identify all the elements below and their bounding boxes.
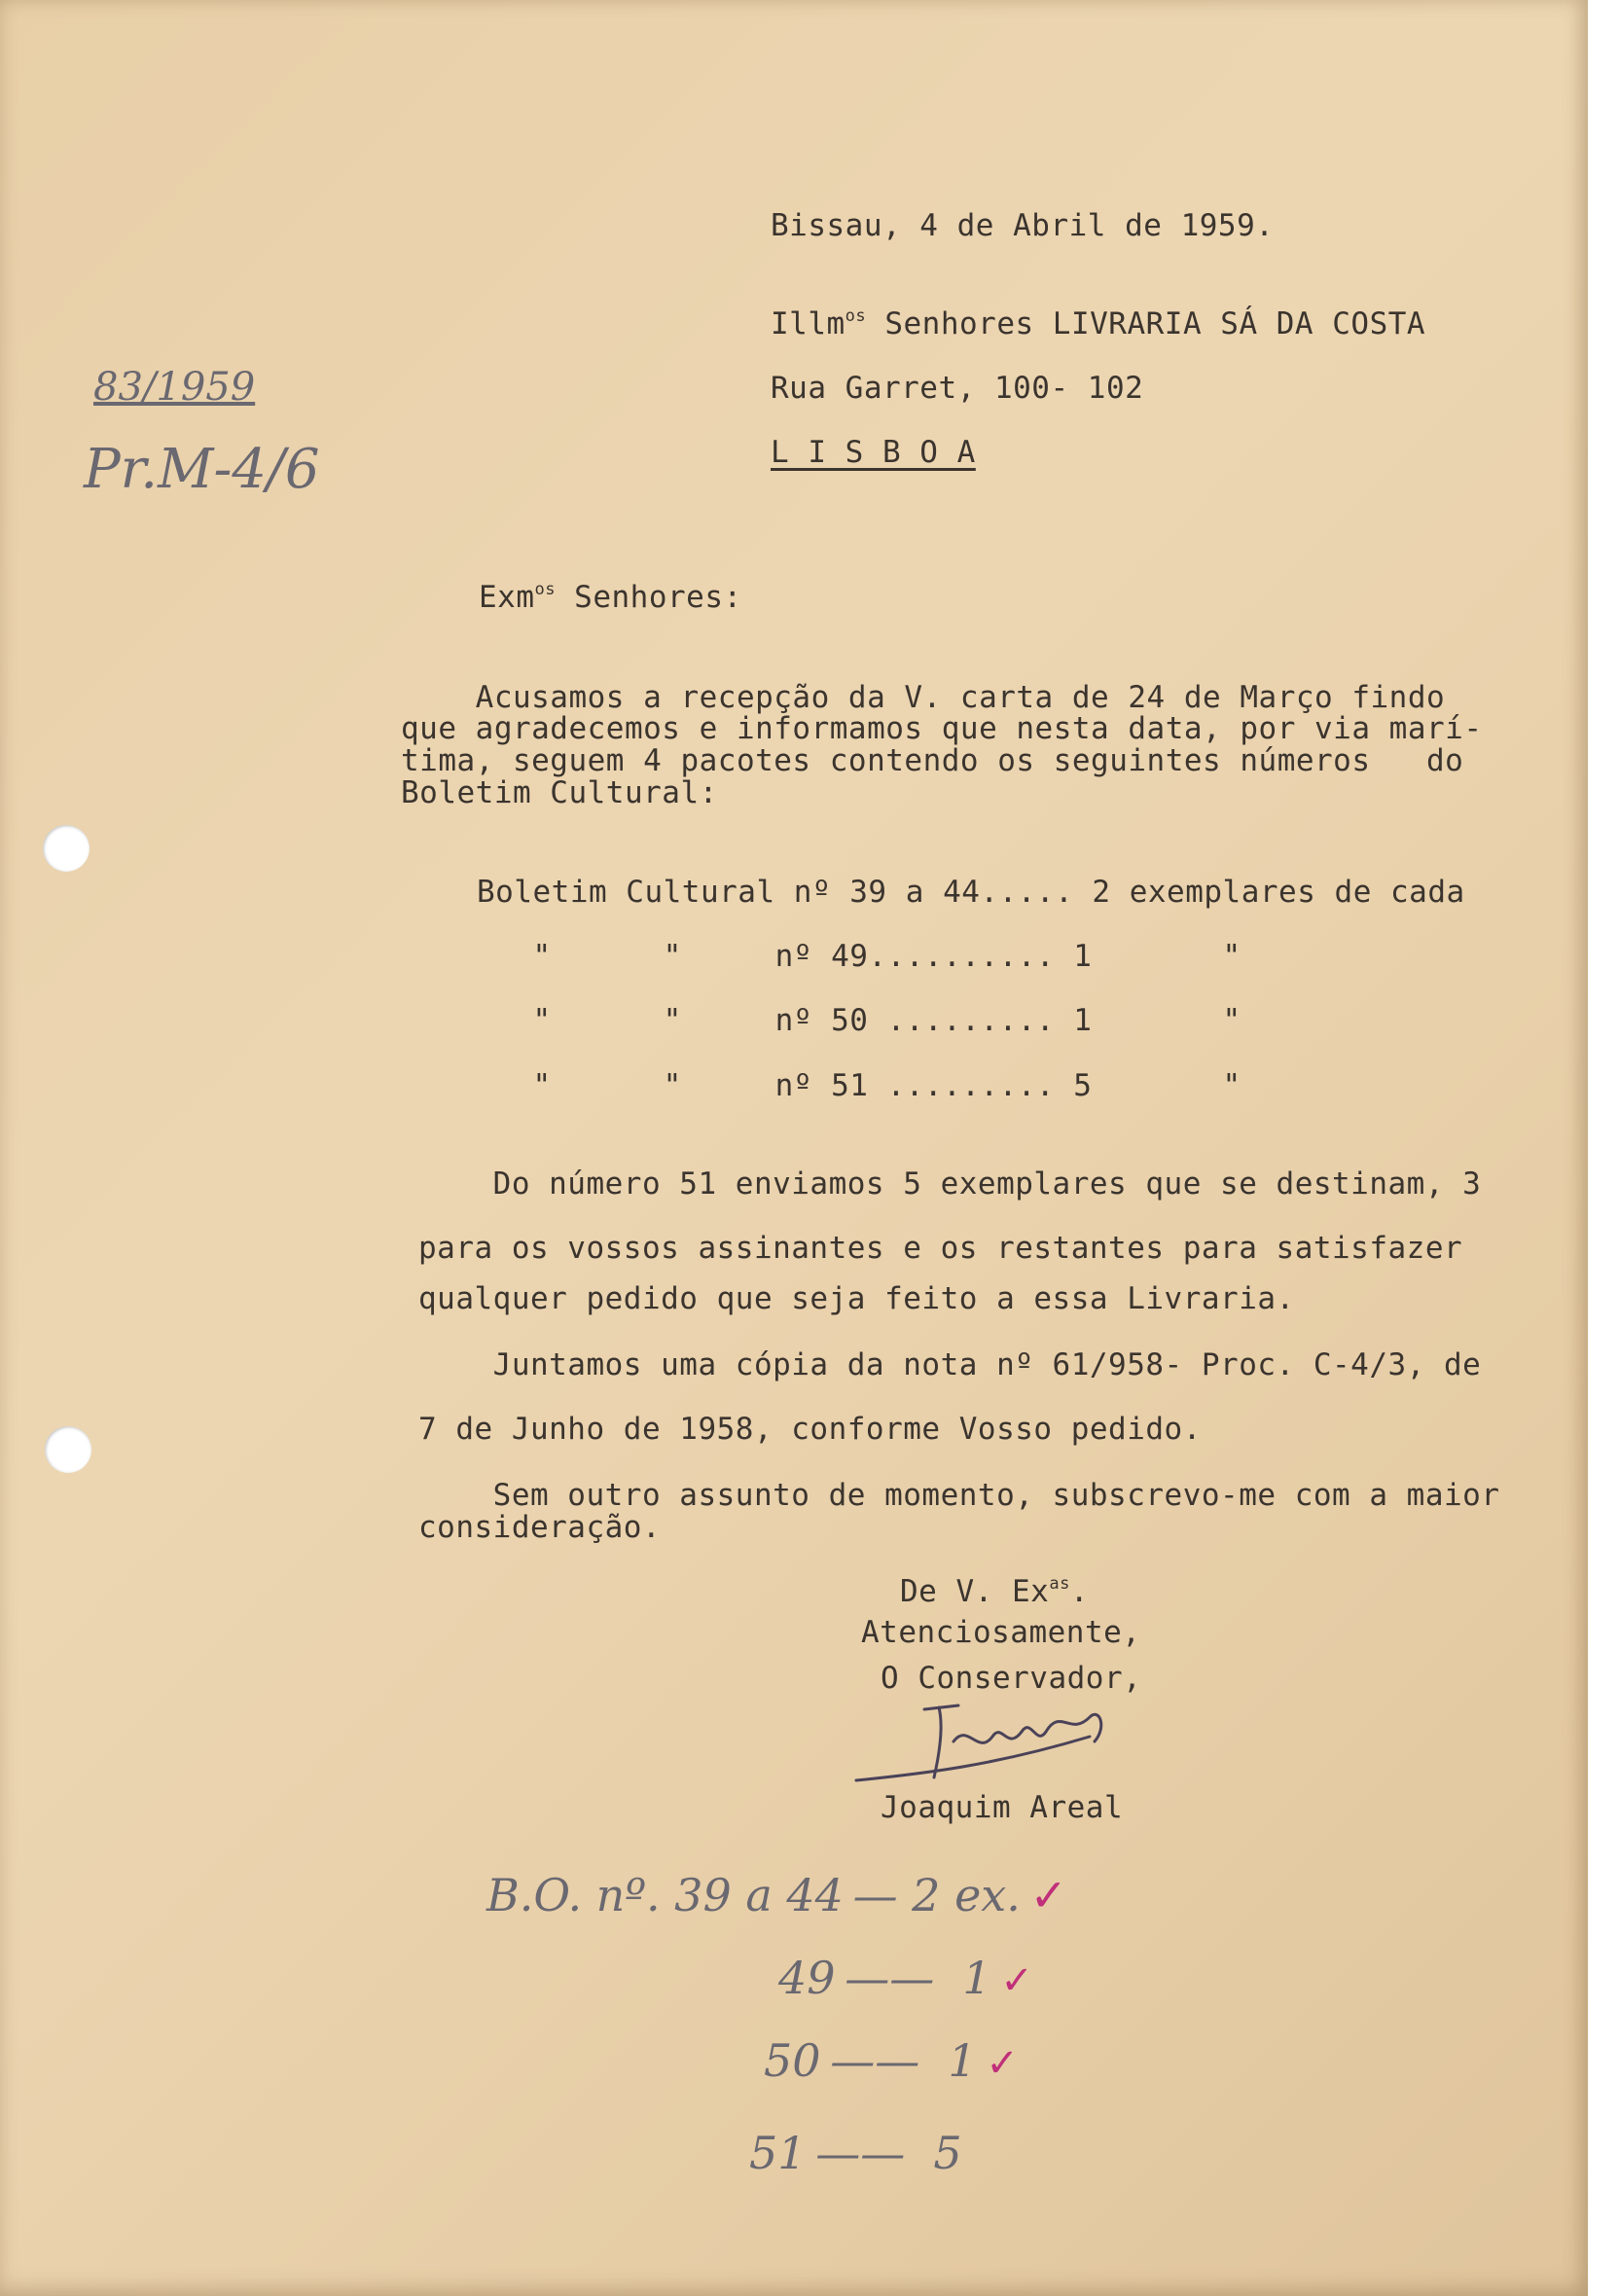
margin-process-code: Pr.M-4/6 [84,438,320,501]
greeting [479,579,742,615]
closing-line2: Atenciosamente, [861,1615,1141,1650]
closing-end: . [1069,1573,1089,1609]
date-line: Bissau, 4 de Abril de 1959. [771,208,1275,243]
para1-line: que agradecemos e informamos que nesta data, por via marí- [401,711,1483,746]
handwritten-note-row [778,1952,1033,2004]
salutation-sup: os [845,306,867,326]
page-edge [1588,0,1619,2296]
para1-line: Acusamos a recepção da V. carta de 24 de Março findo [401,680,1446,715]
list-item: " " nº 50 ......... 1 " [477,1003,1241,1038]
margin-ref-number: 83/1959 [93,365,256,410]
para2-line: Do número 51 enviamos 5 exemplares que se destinam, 3 [418,1166,1482,1202]
handwritten-note-row [764,2034,1019,2087]
punch-hole-top [43,825,90,872]
para4-line: Sem outro assunto de momento, subscrevo-me com a maior [418,1478,1500,1513]
para3-line: 7 de Junho de 1958, conforme Vosso pedido. [418,1412,1202,1447]
check-mark: ✓ [1000,1958,1033,2003]
greeting-rest: Senhores: [556,579,742,615]
handwritten-note-row [486,1869,1068,1921]
para1-line: Boletim Cultural: [401,775,718,810]
closing-line3: O Conservador, [881,1661,1142,1696]
recipient-line [771,305,1426,341]
salutation-prefix: Illm [771,305,845,341]
punch-hole-bottom [45,1426,91,1473]
note-text: 51 [749,2127,807,2179]
address-line: Rua Garret, 100- 102 [771,371,1144,406]
closing-prefix: De V. Ex [900,1573,1050,1609]
note-count: — 2 ex. [852,1869,1021,1921]
note-count: —— 1 [845,1952,991,2004]
note-count: —— 5 [815,2127,962,2179]
list-item: " " nº 49.......... 1 " [477,939,1241,974]
list-item: Boletim Cultural nº 39 a 44..... 2 exemplares de cada [477,875,1465,910]
recipient-name: Senhores LIVRARIA SÁ DA COSTA [866,305,1426,341]
handwritten-note-row [749,2127,962,2179]
para2-line: qualquer pedido que seja feito a essa Livraria. [418,1281,1295,1316]
check-mark: ✓ [986,2041,1019,2086]
note-text: 50 [764,2034,821,2087]
city-line: L I S B O A [771,435,976,470]
list-item: " " nº 51 ......... 5 " [477,1068,1241,1103]
closing-sup: as [1049,1574,1070,1594]
para3-line: Juntamos uma cópia da nota nº 61/958- Proc. C-4/3, de [418,1347,1482,1382]
check-mark: ✓ [1029,1869,1068,1921]
signer-name: Joaquim Areal [881,1790,1124,1825]
para2-line: para os vossos assinantes e os restantes para satisfazer [418,1231,1463,1266]
note-count: —— 1 [830,2034,977,2087]
closing-line1 [900,1573,1089,1609]
signature-scribble [846,1698,1158,1795]
greeting-prefix: Exm [479,579,535,615]
note-text: B.O. nº. 39 a 44 [486,1869,844,1921]
para1-line: tima, seguem 4 pacotes contendo os seguintes números do [401,743,1464,778]
greeting-sup: os [534,580,557,599]
para4-line: consideração. [418,1510,662,1545]
note-text: 49 [778,1952,836,2004]
